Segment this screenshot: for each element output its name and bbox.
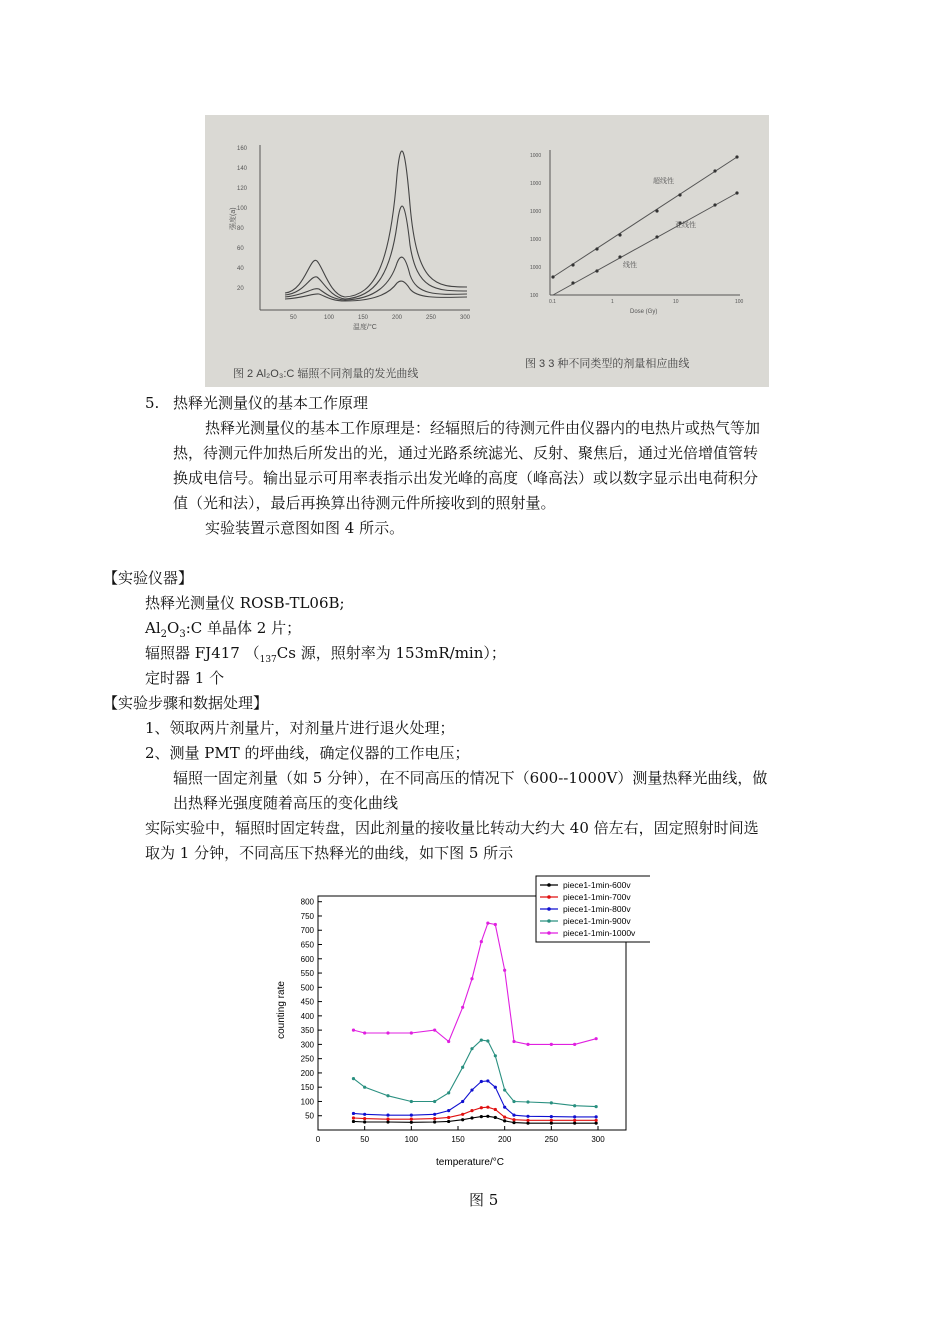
photo-right-ytick: 1000 [530, 181, 542, 187]
photo-right-xtick: 10 [673, 299, 679, 305]
section5-number: 5. [145, 394, 160, 412]
data-point [486, 1115, 489, 1118]
data-point [470, 1109, 473, 1112]
photo-left-ytick: 140 [237, 166, 248, 172]
data-point [433, 1113, 436, 1116]
photo-left-ytick: 80 [237, 226, 244, 232]
y-tick-label: 100 [300, 1097, 314, 1107]
data-point [494, 923, 497, 926]
y-tick-label: 400 [300, 1011, 314, 1021]
y-tick-label: 550 [300, 969, 314, 979]
photo-left-caption: 图 2 Al₂O₃:C 辐照不同剂量的发光曲线 [233, 368, 419, 380]
data-point [386, 1114, 389, 1117]
data-point [550, 1119, 553, 1122]
y-tick-label: 250 [300, 1054, 314, 1064]
data-point [410, 1100, 413, 1103]
section5-para-line-1: 热释光测量仪的基本工作原理是：经辐照后的待测元件由仪器内的电热片或热气等加 [205, 419, 761, 437]
data-point [512, 1100, 515, 1103]
section5-para-line-4: 值（光和法），最后再换算出待测元件所接收到的照射量。 [173, 494, 556, 512]
data-point [486, 1039, 489, 1042]
photo-left-ytick: 160 [237, 146, 248, 152]
photo-left-xtick: 300 [460, 315, 471, 321]
photo-right-ytick: 1000 [530, 153, 542, 159]
legend-marker [547, 907, 551, 911]
y-axis-label: counting rate [276, 981, 287, 1039]
x-axis-label: temperature/°C [436, 1157, 504, 1168]
photo-right-ytick: 1000 [530, 237, 542, 243]
data-point [480, 940, 483, 943]
steps-heading: 【实验步骤和数据处理】 [103, 694, 269, 712]
data-point [352, 1112, 355, 1115]
data-point [386, 1094, 389, 1097]
data-point [494, 1054, 497, 1057]
legend-marker [547, 895, 551, 899]
data-point [352, 1120, 355, 1123]
y-tick-label: 200 [300, 1068, 314, 1078]
photo-right-ytick: 1000 [530, 265, 542, 271]
chart-legend [536, 876, 650, 942]
data-point [461, 1118, 464, 1121]
data-point [595, 1122, 598, 1125]
data-point [486, 922, 489, 925]
data-point [595, 1037, 598, 1040]
data-point [503, 969, 506, 972]
data-point [386, 1120, 389, 1123]
x-tick-label: 50 [360, 1135, 370, 1144]
data-point [352, 1029, 355, 1032]
photo-right-label-linear: 线性 [623, 262, 637, 269]
photo-left-ytick: 40 [237, 266, 244, 272]
photo-right-xtick: 0.1 [549, 299, 556, 305]
data-point [447, 1091, 450, 1094]
legend-label: piece1-1min-1000v [563, 928, 636, 938]
x-tick-label: 200 [497, 1135, 512, 1144]
photo-right-xtick: 100 [735, 299, 744, 305]
data-point [526, 1043, 529, 1046]
photo-left-ytick: 60 [237, 246, 244, 252]
data-point [447, 1116, 450, 1119]
data-point [573, 1122, 576, 1125]
data-point [461, 1066, 464, 1069]
data-point [410, 1114, 413, 1117]
instruments-heading: 【实验仪器】 [103, 569, 194, 587]
photo-left-xtick: 50 [290, 315, 297, 321]
figure5-chart [270, 870, 650, 1175]
data-point [363, 1113, 366, 1116]
data-point [433, 1100, 436, 1103]
photo-left-ytick: 100 [237, 206, 248, 212]
data-point [352, 1116, 355, 1119]
section5-para-line-3: 换成电信号。输出显示可用率表指示出发光峰的高度（峰高法）或以数字显示出电荷积分 [173, 469, 759, 487]
data-point [363, 1117, 366, 1120]
photo-left-xlabel: 温度/°C [353, 324, 377, 331]
data-point [480, 1080, 483, 1083]
data-point [573, 1104, 576, 1107]
data-point [503, 1116, 506, 1119]
data-point [447, 1120, 450, 1123]
y-tick-label: 800 [300, 897, 314, 907]
data-point [550, 1115, 553, 1118]
y-tick-label: 700 [300, 926, 314, 936]
legend-label: piece1-1min-600v [563, 880, 631, 890]
legend-marker [547, 931, 551, 935]
step-2: 2、测量 PMT 的坪曲线，确定仪器的工作电压； [145, 744, 470, 762]
photo-right-xlabel: Dose (Gy) [630, 309, 658, 315]
data-point [480, 1039, 483, 1042]
photo-left-xtick: 200 [392, 315, 403, 321]
legend-marker [547, 919, 551, 923]
instrument-item-3: 辐照器 FJ417 （$_{137}Cs$ 源，照射率为 153mR/min）； [145, 644, 506, 665]
data-point [410, 1118, 413, 1121]
legend-label: piece1-1min-700v [563, 892, 631, 902]
data-point [573, 1043, 576, 1046]
y-tick-label: 450 [300, 997, 314, 1007]
data-point [512, 1118, 515, 1121]
photo-right-label-sub: 亚线性 [675, 222, 696, 229]
photo-right-label-super: 超线性 [653, 178, 674, 185]
data-point [433, 1029, 436, 1032]
y-tick-label: 650 [300, 940, 314, 950]
data-point [526, 1122, 529, 1125]
data-point [470, 1116, 473, 1119]
data-point [550, 1122, 553, 1125]
step-2-detail-1: 辐照一固定剂量（如 5 分钟），在不同高压的情况下（600--1000V）测量热释光曲线，做 [173, 769, 768, 787]
photo-left-ytick: 120 [237, 186, 248, 192]
data-point [470, 1047, 473, 1050]
y-tick-label: 750 [300, 911, 314, 921]
data-point [386, 1118, 389, 1121]
photo-left-ytick: 20 [237, 286, 244, 292]
step-1: 1、领取两片剂量片，对剂量片进行退火处理； [145, 719, 455, 737]
data-point [480, 1115, 483, 1118]
photo-left-xtick: 100 [324, 315, 335, 321]
data-point [461, 1113, 464, 1116]
data-point [494, 1108, 497, 1111]
x-tick-label: 150 [451, 1135, 465, 1144]
data-point [595, 1105, 598, 1108]
data-point [486, 1106, 489, 1109]
data-point [526, 1100, 529, 1103]
data-point [573, 1115, 576, 1118]
data-point [447, 1040, 450, 1043]
data-point [550, 1101, 553, 1104]
data-point [573, 1119, 576, 1122]
instrument-item-1: 热释光测量仪 ROSB-TL06B; [145, 594, 345, 612]
data-point [470, 1088, 473, 1091]
actual-note-1: 实际实验中，辐照时固定转盘，因此剂量的接收量比转动大约大 40 倍左右，固定照射时间选 [145, 819, 759, 837]
data-point [461, 1100, 464, 1103]
data-point [386, 1031, 389, 1034]
section5-fig-ref: 实验装置示意图如图 4 所示。 [205, 519, 405, 537]
data-point [363, 1086, 366, 1089]
data-point [494, 1086, 497, 1089]
photo-left-xtick: 250 [426, 315, 437, 321]
data-point [433, 1117, 436, 1120]
x-tick-label: 300 [591, 1135, 605, 1144]
data-point [486, 1079, 489, 1082]
data-point [363, 1031, 366, 1034]
data-point [363, 1120, 366, 1123]
data-point [503, 1119, 506, 1122]
data-point [512, 1121, 515, 1124]
data-point [526, 1115, 529, 1118]
data-point [526, 1119, 529, 1122]
photo-right-ytick: 100 [530, 293, 539, 299]
x-tick-label: 100 [404, 1135, 419, 1144]
x-tick-label: 0 [315, 1135, 321, 1144]
instrument-item-4: 定时器 1 个 [145, 669, 225, 687]
instrument-item-2: $Al_2O_3:C$ 单晶体 2 片； [145, 619, 302, 640]
data-point [352, 1077, 355, 1080]
legend-label: piece1-1min-900v [563, 916, 631, 926]
photo-right-caption: 图 3 3 种不同类型的剂量相应曲线 [525, 358, 690, 370]
data-point [512, 1114, 515, 1117]
actual-note-2: 取为 1 分钟，不同高压下热释光的曲线，如下图 5 所示 [145, 844, 514, 862]
y-tick-label: 600 [300, 954, 314, 964]
data-point [447, 1109, 450, 1112]
textbook-photo [205, 115, 769, 387]
data-point [433, 1120, 436, 1123]
photo-left-xtick: 150 [358, 315, 369, 321]
data-point [480, 1106, 483, 1109]
y-tick-label: 500 [300, 983, 314, 993]
step-2-detail-2: 出热释光强度随着高压的变化曲线 [173, 794, 399, 812]
y-tick-label: 50 [305, 1111, 314, 1121]
photo-left-ylabel: 强度(a) [230, 207, 237, 230]
x-tick-label: 250 [544, 1135, 559, 1144]
data-point [595, 1119, 598, 1122]
photo-right-xtick: 1 [611, 299, 614, 305]
photo-right-ytick: 1000 [530, 209, 542, 215]
data-point [503, 1106, 506, 1109]
figure5-caption: 图 5 [469, 1191, 499, 1209]
data-point [550, 1043, 553, 1046]
legend-label: piece1-1min-800v [563, 904, 631, 914]
y-tick-label: 350 [300, 1026, 314, 1036]
data-point [470, 977, 473, 980]
y-tick-label: 300 [300, 1040, 314, 1050]
section5-para-line-2: 热，待测元件加热后所发出的光，通过光路系统滤光、反射、聚焦后，通过光倍增值管转 [173, 444, 759, 462]
data-point [410, 1031, 413, 1034]
data-point [595, 1115, 598, 1118]
data-point [410, 1121, 413, 1124]
y-tick-label: 150 [300, 1083, 314, 1093]
data-point [494, 1116, 497, 1119]
section5-heading: 热释光测量仪的基本工作原理 [173, 394, 369, 412]
legend-marker [547, 883, 551, 887]
data-point [512, 1040, 515, 1043]
data-point [503, 1088, 506, 1091]
data-point [461, 1006, 464, 1009]
